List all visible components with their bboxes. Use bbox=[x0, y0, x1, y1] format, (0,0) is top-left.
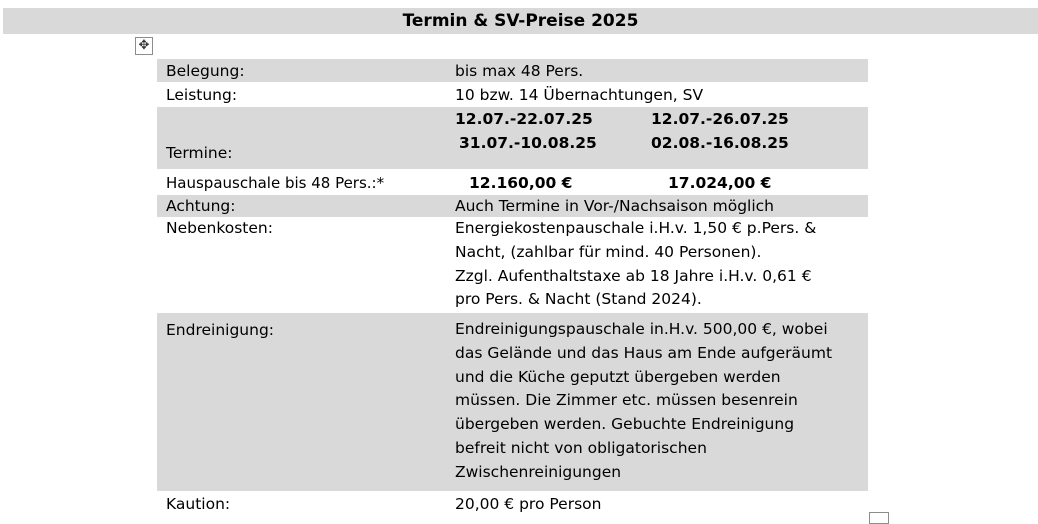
endreinigung-line: Zwischenreinigungen bbox=[455, 462, 622, 481]
table-row-achtung bbox=[157, 195, 868, 217]
endreinigung-label: Endreinigung: bbox=[166, 321, 275, 339]
endreinigung-line: Endreinigungspauschale in.H.v. 500,00 €, wobei bbox=[455, 320, 828, 338]
termin-date-2: 12.07.-26.07.25 bbox=[651, 110, 789, 128]
table-row-hauspauschale bbox=[157, 172, 868, 195]
termin-date-3: 31.07.-10.08.25 bbox=[459, 134, 597, 152]
four-way-arrow-icon[interactable]: ✥ bbox=[135, 37, 153, 55]
nebenkosten-label: Nebenkosten: bbox=[166, 219, 273, 237]
table-row-leistung bbox=[157, 82, 868, 107]
document-title: Termin & SV-Preise 2025 bbox=[3, 8, 1038, 34]
nebenkosten-value bbox=[455, 217, 860, 312]
belegung-value: bis max 48 Pers. bbox=[455, 62, 584, 80]
table-row-nebenkosten bbox=[157, 217, 868, 313]
nebenkosten-line: Nacht, (zahlbar für mind. 40 Personen). bbox=[455, 242, 762, 261]
kaution-value: 20,00 € pro Person bbox=[455, 495, 602, 513]
endreinigung-line: und die Küche geputzt übergeben werden bbox=[455, 367, 781, 386]
kaution-label: Kaution: bbox=[166, 495, 231, 513]
endreinigung-value bbox=[455, 318, 860, 485]
termin-date-4: 02.08.-16.08.25 bbox=[651, 134, 789, 152]
table-row-belegung bbox=[157, 59, 868, 82]
hauspauschale-price-1: 12.160,00 € bbox=[469, 174, 573, 192]
termine-label: Termine: bbox=[166, 144, 233, 162]
termin-date-1: 12.07.-22.07.25 bbox=[455, 110, 593, 128]
belegung-label: Belegung: bbox=[166, 62, 245, 80]
table-row-kaution bbox=[157, 491, 868, 516]
table-row-termine bbox=[157, 107, 868, 169]
table-row-endreinigung bbox=[157, 313, 868, 491]
hauspauschale-label: Hauspauschale bis 48 Pers.:* bbox=[166, 174, 385, 192]
resize-handle-icon[interactable] bbox=[869, 512, 889, 524]
leistung-value: 10 bzw. 14 Übernachtungen, SV bbox=[455, 86, 704, 104]
endreinigung-line: übergeben werden. Gebuchte Endreinigung bbox=[455, 415, 795, 434]
leistung-label: Leistung: bbox=[166, 86, 238, 104]
endreinigung-line: das Gelände und das Haus am Ende aufgeräumt bbox=[455, 343, 833, 362]
nebenkosten-line: Energiekostenpauschale i.H.v. 1,50 € p.Pers. & bbox=[455, 219, 817, 237]
achtung-label: Achtung: bbox=[166, 197, 236, 215]
nebenkosten-line: Zzgl. Aufenthaltstaxe ab 18 Jahre i.H.v. 0,61 € bbox=[455, 266, 812, 285]
hauspauschale-price-2: 17.024,00 € bbox=[668, 174, 772, 192]
endreinigung-line: befreit nicht von obligatorischen bbox=[455, 438, 707, 457]
achtung-value: Auch Termine in Vor-/Nachsaison möglich bbox=[455, 197, 775, 215]
nebenkosten-line: pro Pers. & Nacht (Stand 2024). bbox=[455, 290, 702, 309]
endreinigung-line: müssen. Die Zimmer etc. müssen besenrein bbox=[455, 391, 798, 410]
